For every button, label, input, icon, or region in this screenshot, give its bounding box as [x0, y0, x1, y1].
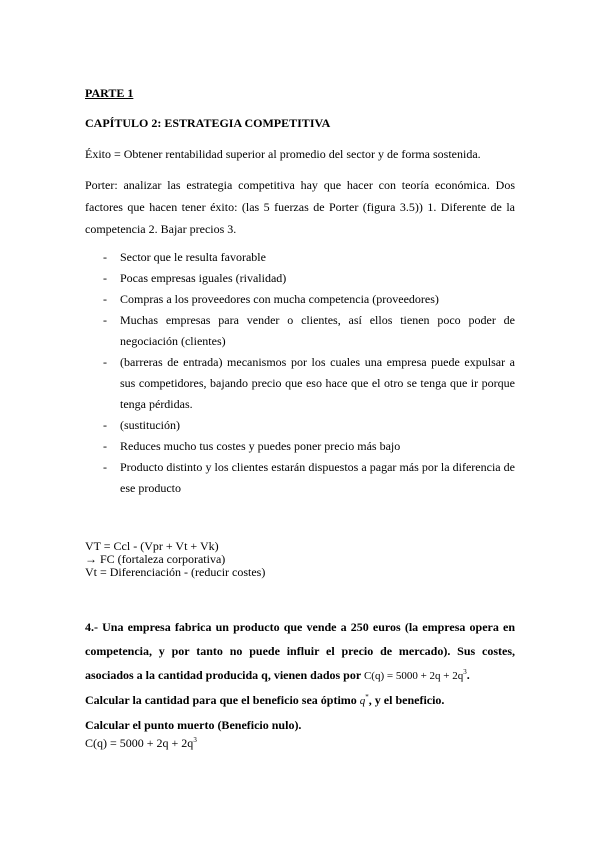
cost-function-repeat: $C(q) = 5000 + 2q + 2q^3$	[85, 736, 197, 750]
list-item: - Pocas empresas iguales (rivalidad)	[85, 268, 515, 289]
vt-formula: VT = Ccl - (Vpr + Vt + Vk)	[85, 539, 219, 553]
success-definition: Éxito = Obtener rentabilidad superior al promedio del sector y de forma sostenida.	[85, 147, 481, 161]
list-item: - (barreras de entrada) mecanismos por los cuales una empresa puede expulsar a sus competidores, bajando precio que eso hace que el otro se tenga que ir porque tenga pérdidas.	[85, 352, 515, 415]
cost-function: $C(q) = 5000 + 2q + 2q^3$	[363, 668, 467, 682]
list-item: - Reduces mucho tus costes y puedes poner precio más bajo	[85, 436, 515, 457]
exercise-text: 4.- Una empresa fabrica un producto que vende a 250 euros (la empresa opera en competencia, y por tanto no puede influir el precio de mercado). Sus costes, asociados a la cantidad producida q, vienen dados por	[85, 620, 515, 682]
porter-paragraph: Porter: analizar las estrategia competitiva hay que hacer con teoría económica. Dos factores que hacen tener éxito: (las 5 fuerzas de Porter (figura 3.5)) 1. Diferente de la competencia 2. Bajar precios 3.	[85, 178, 515, 236]
vt-differentiation-formula: Vt = Diferenciación - (reducir costes)	[85, 565, 266, 579]
exercise-statement: 4.- Una empresa fabrica un producto que vende a 250 euros (la empresa opera en competencia, y por tanto no puede influir el precio de mercado). Sus costes, asociados a la cantidad producida q, vienen dados por $C(q) = 5000 + 2q + 2q^3$. Calcular la cantidad para que el beneficio sea óptimo q*, y el beneficio. Calcular el punto muerto (Beneficio nulo).	[85, 620, 515, 732]
exercise-question-2: Calcular el punto muerto (Beneficio nulo).	[85, 718, 302, 732]
list-item: - Producto distinto y los clientes estarán dispuestos a pagar más por la diferencia de ese producto	[85, 457, 515, 499]
list-item: - Compras a los proveedores con mucha competencia (proveedores)	[85, 289, 515, 310]
chapter-heading: CAPÍTULO 2: ESTRATEGIA COMPETITIVA	[85, 116, 331, 130]
list-item: - Sector que le resulta favorable	[85, 247, 515, 268]
value-formulas	[85, 540, 265, 579]
porter-forces-list	[85, 247, 515, 499]
list-item: - (sustitución)	[85, 415, 515, 436]
part-heading: PARTE 1	[85, 86, 134, 100]
exercise-question-1: Calcular la cantidad para que el beneficio sea óptimo	[85, 693, 357, 707]
fc-formula: → FC (fortaleza corporativa)	[85, 552, 226, 566]
optimal-quantity-symbol: q*	[359, 693, 369, 707]
list-item: - Muchas empresas para vender o clientes, así ellos tienen poco poder de negociación (clientes)	[85, 310, 515, 352]
